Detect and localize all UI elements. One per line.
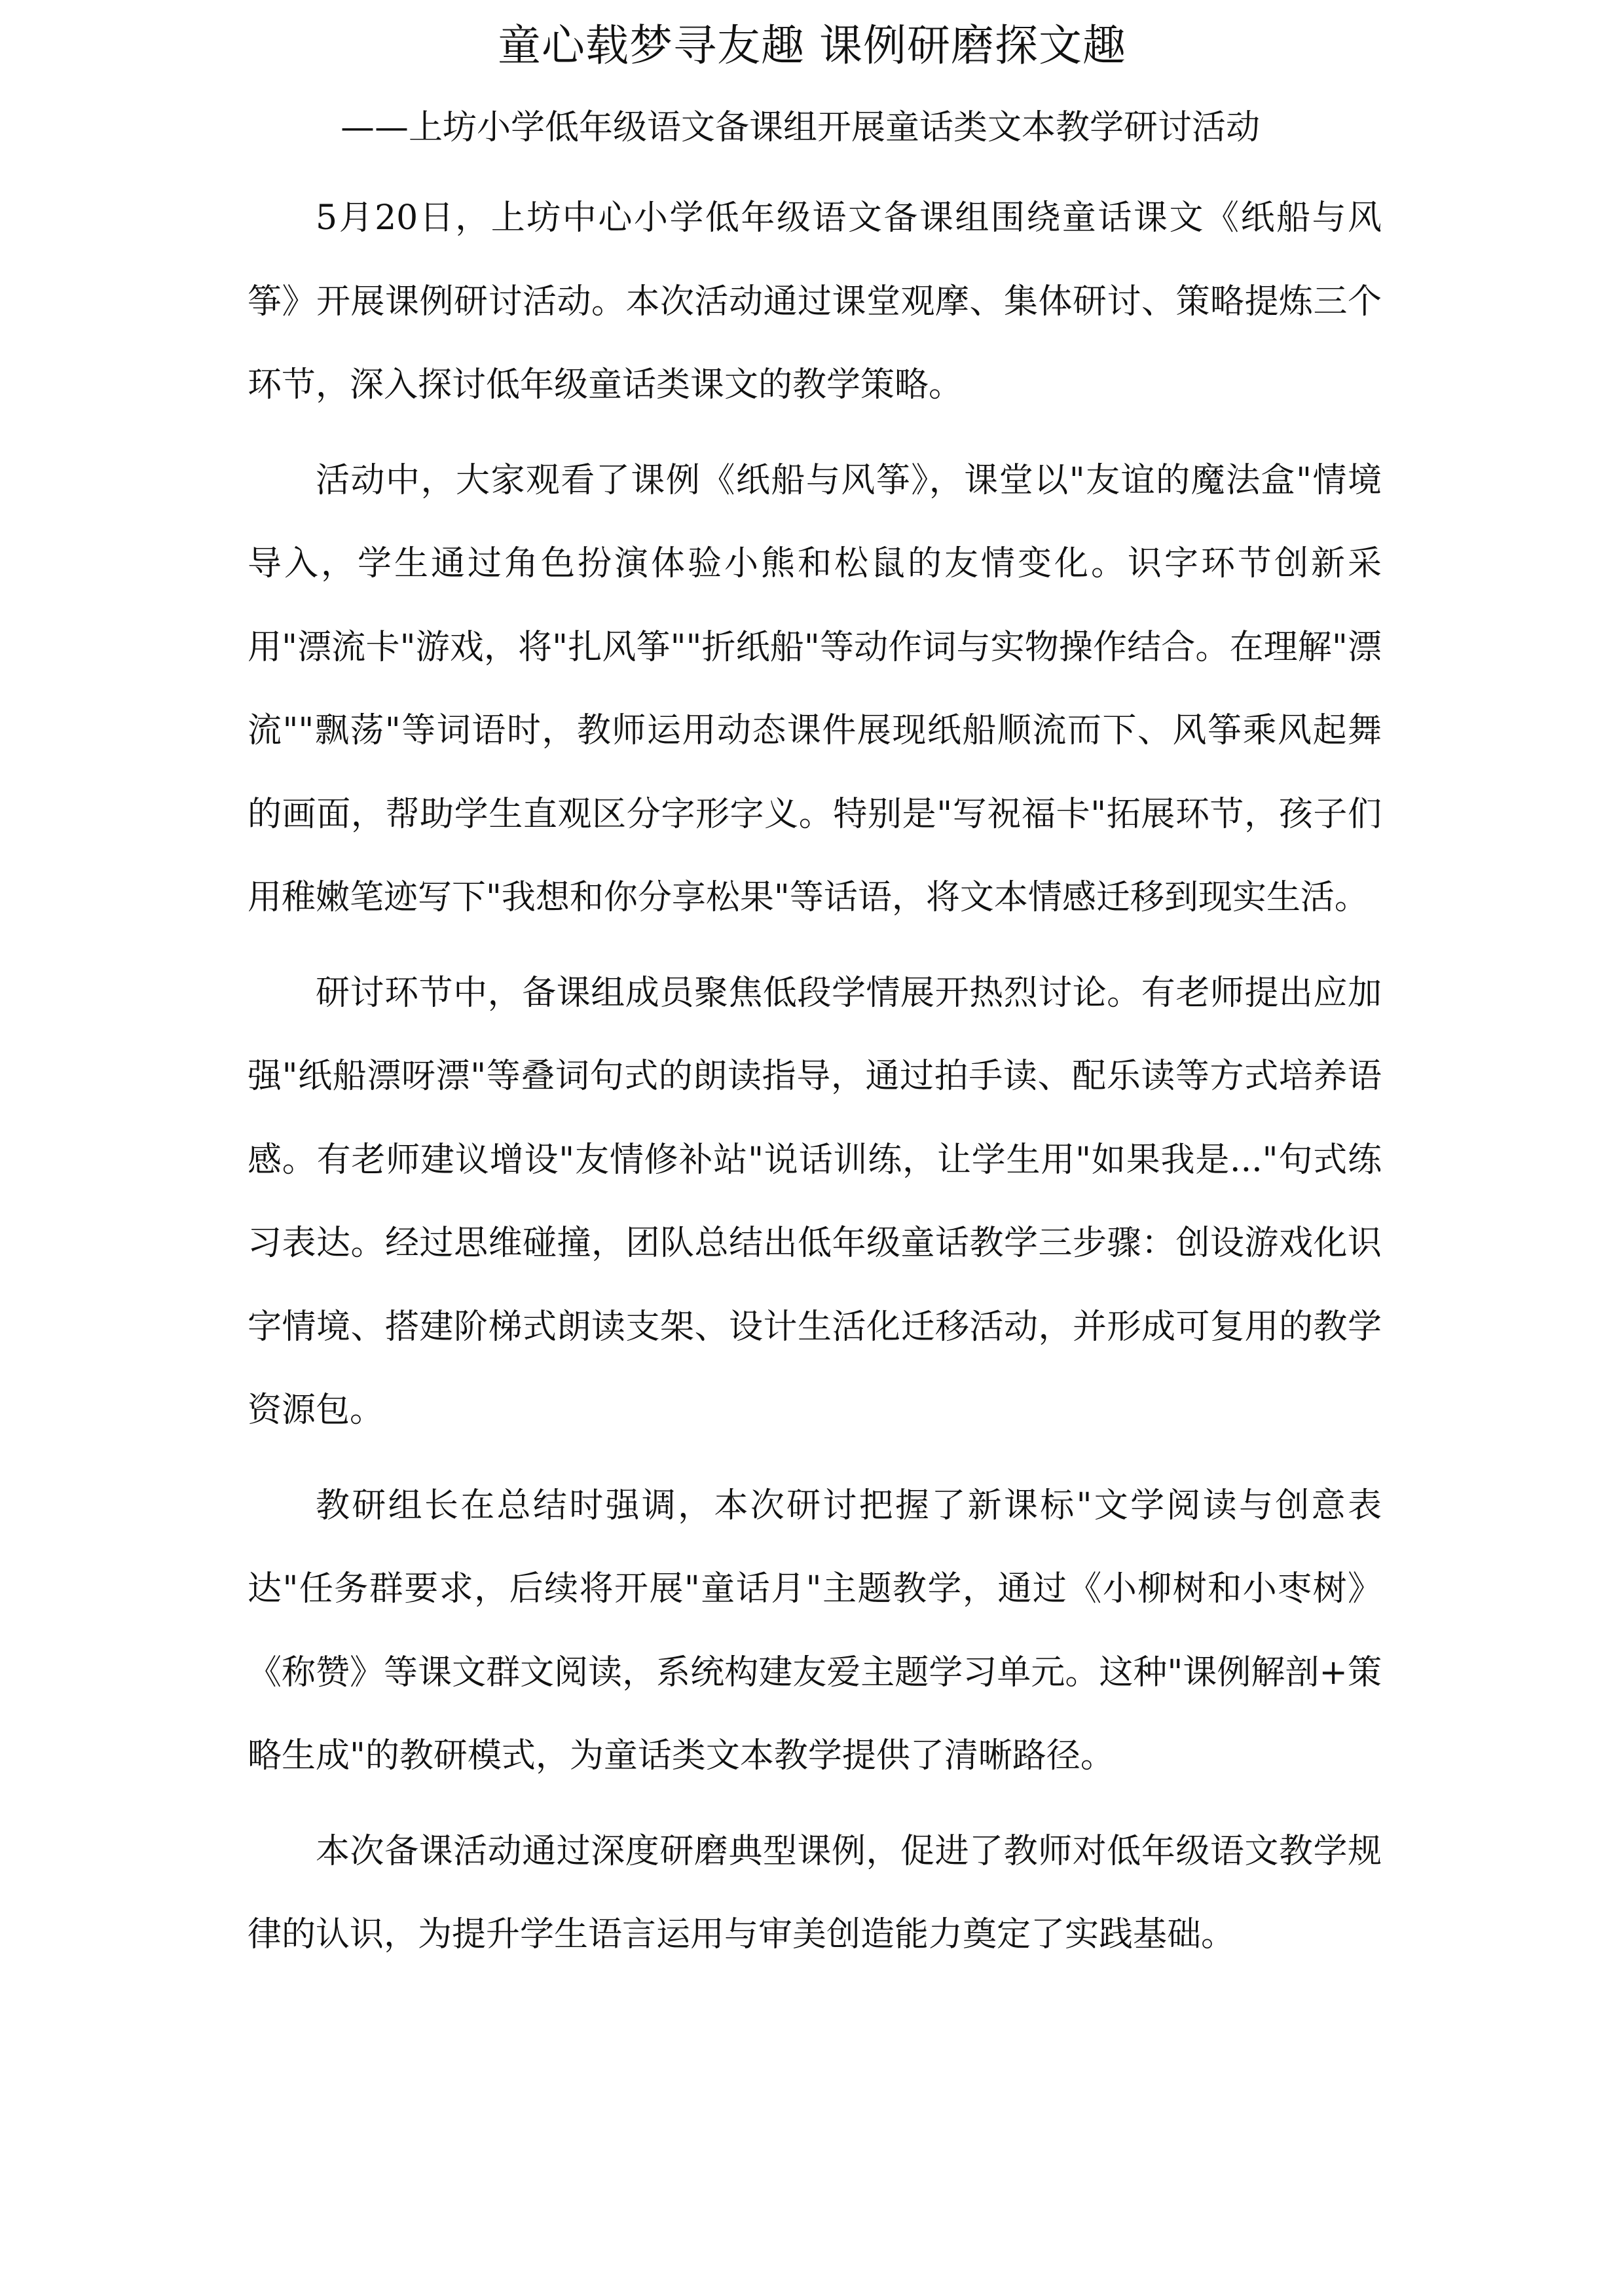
paragraph-1: 5月20日，上坊中心小学低年级语文备课组围绕童话课文《纸船与风筝》开展课例研讨活动。本次活动通过课堂观摩、集体研讨、策略提炼三个环节，深入探讨低年级童话类课文的教学策略。 xyxy=(248,198,1382,405)
paragraph-4: 教研组长在总结时强调，本次研讨把握了新课标"文学阅读与创意表达"任务群要求，后续将开展"童话月"主题教学，通过《小柳树和小枣树》《称赞》等课文群文阅读，系统构建友爱主题学习单元。这种"课例解剖+策略生成"的教研模式，为童话类文本教学提供了清晰路径。 xyxy=(248,1485,1382,1776)
paragraph-3: 研讨环节中，备课组成员聚焦低段学情展开热烈讨论。有老师提出应加强"纸船漂呀漂"等叠词句式的朗读指导，通过拍手读、配乐读等方式培养语感。有老师建议增设"友情修补站"说话训练，让学生用"如果我是..."句式练习表达。经过思维碰撞，团队总结出低年级童话教学三步骤：创设游戏化识字情境、搭建阶梯式朗读支架、设计生活化迁移活动，并形成可复用的教学资源包。 xyxy=(248,973,1382,1430)
paragraph-5: 本次备课活动通过深度研磨典型课例，促进了教师对低年级语文教学规律的认识，为提升学生语言运用与审美创造能力奠定了实践基础。 xyxy=(248,1831,1382,1954)
paragraph-2: 活动中，大家观看了课例《纸船与风筝》，课堂以"友谊的魔法盒"情境导入，学生通过角色扮演体验小熊和松鼠的友情变化。识字环节创新采用"漂流卡"游戏，将"扎风筝""折纸船"等动作词与实物操作结合。在理解"漂流""飘荡"等词语时，教师运用动态课件展现纸船顺流而下、风筝乘风起舞的画面，帮助学生直观区分字形字义。特别是"写祝福卡"拓展环节，孩子们用稚嫩笔迹写下"我想和你分享松果"等话语，将文本情感迁移到现实生活。 xyxy=(248,460,1382,917)
article-subtitle: ——上坊小学低年级语文备课组开展童话类文本教学研讨活动 xyxy=(341,108,1261,147)
article-title: 童心载梦寻友趣 课例研磨探文趣 xyxy=(498,20,1126,71)
article-body xyxy=(248,177,1382,1989)
